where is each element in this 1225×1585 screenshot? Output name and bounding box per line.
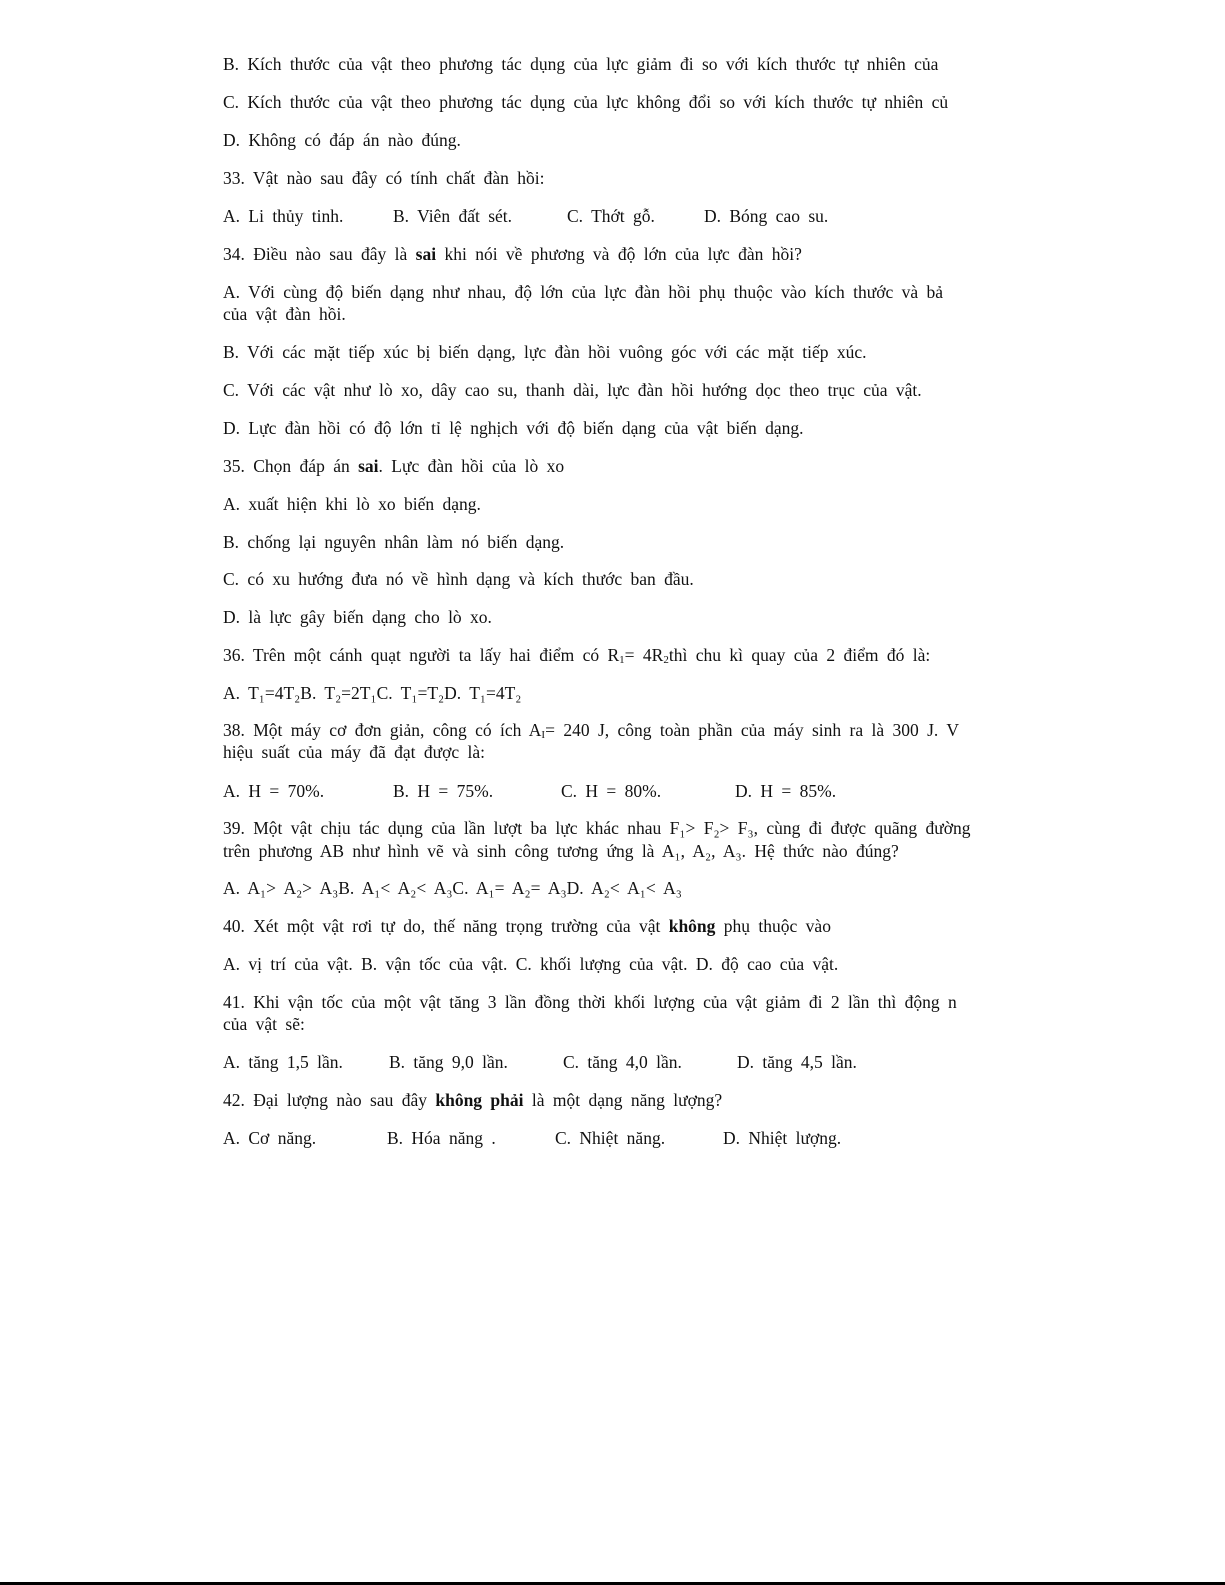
q38-stem-line1: 38. Một máy cơ đơn giản, công có ích $A_I= 240$ J, công toàn phần của máy sinh ra là 300 J. V [223, 720, 960, 741]
q35-option-b: B. chống lại nguyên nhân làm nó biến dạng. [223, 532, 565, 552]
q42-option-b: B. Hóa năng . [387, 1128, 496, 1148]
q40-stem [223, 916, 1063, 937]
q40-options: A. vị trí của vật. B. vận tốc của vật. C. khối lượng của vật. D. độ cao của vật. [223, 954, 839, 974]
q42-stem-emphasis: không phải [435, 1090, 524, 1110]
q35-stem-text-end: . Lực đàn hồi của lò xo [378, 456, 565, 476]
q36-stem-text: 36. Trên một cánh quạt người ta lấy hai điểm có R [223, 645, 620, 665]
q41-option-b: B. tăng 9,0 lần. [389, 1052, 508, 1072]
q34-stem [223, 244, 1063, 265]
q38-option-c: C. H = 80%. [561, 781, 662, 801]
q38-option-d: D. H = 85%. [735, 781, 837, 801]
q34-option-d: D. Lực đàn hồi có độ lớn tỉ lệ nghịch với độ biến dạng của vật biến dạng. [223, 418, 804, 438]
q42-stem [223, 1090, 1063, 1111]
q42-option-a: A. Cơ năng. [223, 1128, 317, 1148]
q35-option-c: C. có xu hướng đưa nó về hình dạng và kích thước ban đầu. [223, 569, 694, 589]
q38-option-a: A. H = 70%. [223, 781, 325, 801]
q32-option-c: C. Kích thước của vật theo phương tác dụng của lực không đổi so với kích thước tự nhiên củ [223, 92, 949, 112]
q33-option-a: A. Li thủy tinh. [223, 206, 344, 226]
q35-option-d: D. là lực gây biến dạng cho lò xo. [223, 607, 492, 627]
q41-stem-line2: của vật sẽ: [223, 1014, 305, 1034]
q33-stem: 33. Vật nào sau đây có tính chất đàn hồi: [223, 168, 545, 188]
q39-stem-line1: 39. Một vật chịu tác dụng của lần lượt ba lực khác nhau F₁> F₂> F₃, cùng đi được quãng đường [223, 818, 971, 838]
q36-options: A. T₁=4T₂B. T₂=2T₁C. T₁=T₂D. T₁=4T₂ [223, 683, 522, 703]
q33-option-b: B. Viên đất sét. [393, 206, 513, 226]
q41-option-d: D. tăng 4,5 lần. [737, 1052, 857, 1072]
q38-options [223, 781, 1063, 802]
q34-stem-text-end: khi nói về phương và độ lớn của lực đàn hồi? [436, 244, 802, 264]
q38-option-b: B. H = 75%. [393, 781, 494, 801]
q36-stem-text-end: thì chu kì quay của 2 điểm đó là: [668, 645, 931, 665]
q33-option-d: D. Bóng cao su. [704, 206, 829, 226]
q40-stem-text: 40. Xét một vật rơi tự do, thế năng trọng trường của vật [223, 916, 669, 936]
q38-stem-line2: hiệu suất của máy đã đạt được là: [223, 742, 486, 762]
q41-option-c: C. tăng 4,0 lần. [563, 1052, 682, 1072]
q34-option-a-line2: của vật đàn hồi. [223, 304, 346, 324]
q34-stem-text: 34. Điều nào sau đây là [223, 244, 416, 264]
q42-stem-text: 42. Đại lượng nào sau đây [223, 1090, 436, 1110]
q34-stem-emphasis: sai [415, 244, 437, 264]
q42-option-c: C. Nhiệt năng. [555, 1128, 666, 1148]
q34-option-a-line1: A. Với cùng độ biến dạng như nhau, độ lớn của lực đàn hồi phụ thuộc vào kích thước và bả [223, 282, 944, 302]
q38-stem-text: 38. Một máy cơ đơn giản, công có ích A [223, 720, 542, 740]
q42-option-d: D. Nhiệt lượng. [723, 1128, 842, 1148]
q36-stem: 36. Trên một cánh quạt người ta lấy hai điểm có $R_1=$ $4R_2thì$ chu kì quay của 2 điểm đó là: [223, 645, 931, 666]
q35-stem [223, 456, 1063, 477]
q33-option-c: C. Thớt gỗ. [567, 206, 655, 226]
q35-stem-emphasis: sai [358, 456, 379, 476]
q36-stem-relation: = 4R [624, 645, 664, 665]
q32-option-d: D. Không có đáp án nào đúng. [223, 130, 461, 150]
q41-stem-line1: 41. Khi vận tốc của một vật tăng 3 lần đồng thời khối lượng của vật giảm đi 2 lần thì động n [223, 992, 957, 1012]
q40-stem-text-end: phụ thuộc vào [715, 916, 831, 936]
q42-options [223, 1128, 1063, 1149]
q35-option-a: A. xuất hiện khi lò xo biến dạng. [223, 494, 481, 514]
q32-option-b: B. Kích thước của vật theo phương tác dụng của lực giảm đi so với kích thước tự nhiên của [223, 54, 939, 74]
q39-options: A. A₁> A₂> A₃B. A₁< A₂< A₃C. A₁= A₂= A₃D. A₂< A₁< A₃ [223, 878, 682, 898]
q42-stem-text-end: là một dạng năng lượng? [523, 1090, 723, 1110]
q41-options [223, 1052, 1063, 1073]
q34-option-b: B. Với các mặt tiếp xúc bị biến dạng, lực đàn hồi vuông góc với các mặt tiếp xúc. [223, 342, 867, 362]
q41-option-a: A. tăng 1,5 lần. [223, 1052, 343, 1072]
q39-stem-line2: trên phương AB như hình vẽ và sinh công tương ứng là A₁, A₂, A₃. Hệ thức nào đúng? [223, 841, 899, 861]
q34-option-c: C. Với các vật như lò xo, dây cao su, thanh dài, lực đàn hồi hướng dọc theo trục của vật. [223, 380, 922, 400]
q33-options [223, 206, 1063, 227]
q35-stem-text: 35. Chọn đáp án [223, 456, 359, 476]
q38-stem-text-end: = 240 J, công toàn phần của máy sinh ra là 300 J. V [545, 720, 960, 740]
q40-stem-emphasis: không [668, 916, 716, 936]
